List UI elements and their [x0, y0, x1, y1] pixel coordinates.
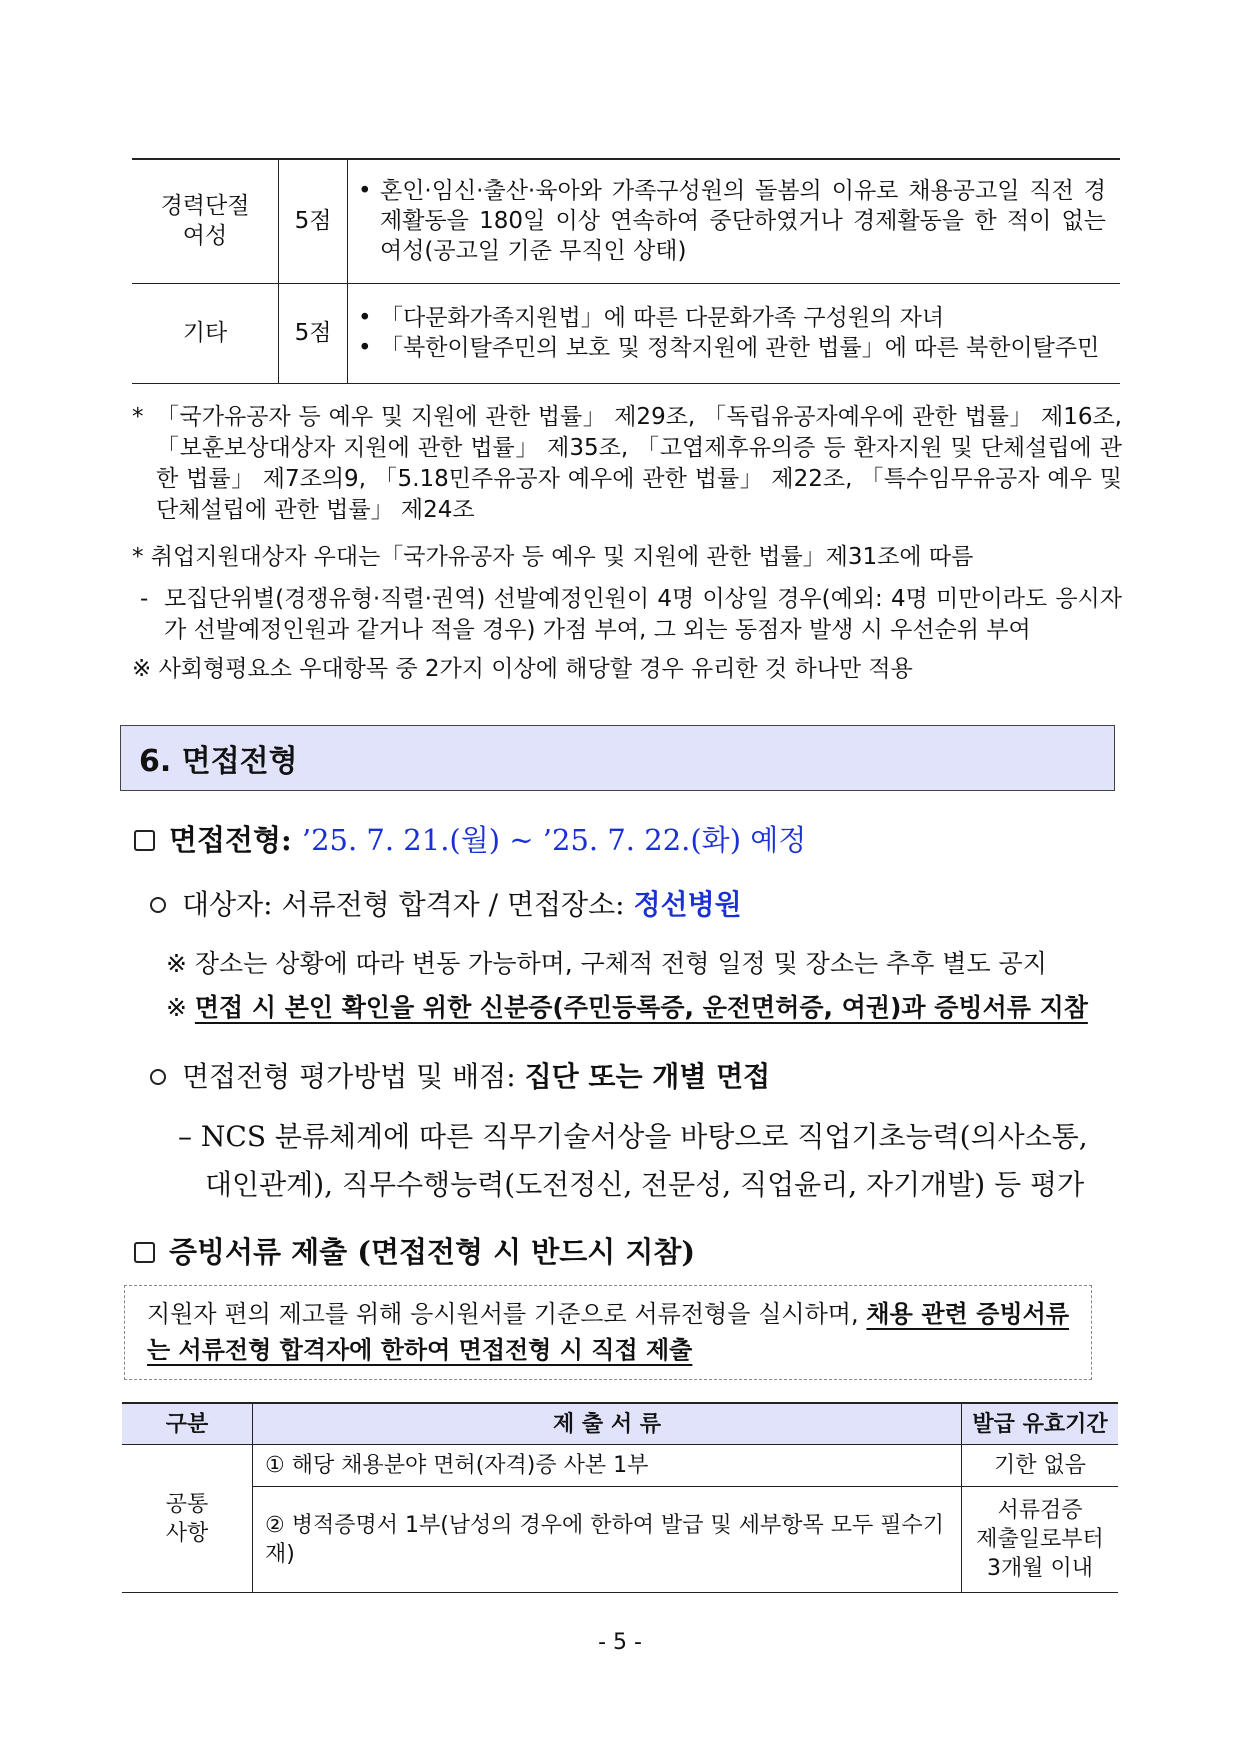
page-number: - 5 -: [598, 1630, 642, 1655]
checkbox-square-icon: [134, 830, 155, 851]
category-cell: 기타: [132, 283, 279, 383]
list-item: • 「북한이탈주민의 보호 및 정착지원에 관한 법률」에 따른 북한이탈주민: [358, 335, 1100, 361]
interview-venue: 정선병원: [633, 888, 742, 921]
documents-table: [122, 1402, 1118, 1593]
interview-schedule: 면접전형: ’25. 7. 21.(월) ~ ’25. 7. 22.(화) 예정: [134, 818, 806, 859]
table-row: [132, 159, 1120, 283]
law-reference-note: * 「국가유공자 등 예우 및 지원에 관한 법률」 제29조, 「독립유공자예우에 관한 법률」 제16조, 「보훈보상대상자 지원에 관한 법률」 제35조, 「고엽제후유의증 등 환자지원 및 단체설립에 관한 법률」 제7조의9, 「5.18민주유공자 예우에 관한 법률」 제22조, 「특수임무유공자 예우 및 단체설립에 관한 법률」 제24조: [132, 404, 1122, 523]
document-cell: ② 병적증명서 1부(남성의 경우에 한하여 발급 및 세부항목 모두 필수기재): [253, 1487, 962, 1593]
table-header-row: [122, 1403, 1118, 1445]
table-row: [132, 283, 1120, 383]
employment-support-note: * 취업지원대상자 우대는「국가유공자 등 예우 및 지원에 관한 법률」제31조에 따름: [132, 544, 974, 570]
social-equity-note: ※ 사회형평요소 우대항목 중 2가지 이상에 해당할 경우 유리한 것 하나만 적용: [132, 656, 913, 682]
category-cell: 경력단절 여성: [132, 159, 279, 283]
bonus-condition-note: - 모집단위별(경쟁유형·직렬·권역) 선발예정인원이 4명 이상일 경우(예외: 4명 미만이라도 응시자가 선발예정인원과 같거나 적을 경우) 가점 부여, 그 외는 동점자 발생 시 우선순위 부여: [140, 586, 1122, 643]
column-header: 구분: [122, 1403, 253, 1445]
group-cell: 공통 사항: [122, 1445, 253, 1593]
id-required-note: ※ 면접 시 본인 확인을 위한 신분증(주민등록증, 운전면허증, 여권)과 증빙서류 지참: [166, 993, 1088, 1022]
document-cell: ① 해당 채용분야 면허(자격)증 사본 1부: [253, 1445, 962, 1487]
validity-cell: 서류검증 제출일로부터 3개월 이내: [962, 1487, 1119, 1593]
table-row: [122, 1487, 1118, 1593]
documents-heading: 증빙서류 제출 (면접전형 시 반드시 지참): [134, 1230, 695, 1271]
documents-notice-box: 지원자 편의 제고를 위해 응시원서를 기준으로 서류전형을 실시하며, 채용 관련 증빙서류는 서류전형 합격자에 한하여 면접전형 시 직접 제출: [124, 1285, 1092, 1380]
table-row: [122, 1445, 1118, 1487]
points-cell: 5점: [279, 283, 348, 383]
section-heading: [120, 725, 1115, 791]
description-cell: [348, 159, 1121, 283]
bonus-points-table: [132, 158, 1120, 384]
list-item: • 혼인·임신·출산·육아와 가족구성원의 돌봄의 이유로 채용공고일 직전 경제활동을 180일 이상 연속하여 중단하였거나 경제활동을 한 적이 없는 여성(공고일 기준 무직인 상태): [358, 178, 1106, 265]
validity-cell: 기한 없음: [962, 1445, 1119, 1487]
venue-change-note: ※ 장소는 상황에 따라 변동 가능하며, 구체적 전형 일정 및 장소는 추후 별도 공지: [166, 949, 1047, 978]
ncs-description-line2: 대인관계), 직무수행능력(도전정신, 전문성, 직업윤리, 자기개발) 등 평가: [205, 1168, 1085, 1201]
circle-bullet-icon: [150, 897, 166, 913]
column-header: 발급 유효기간: [962, 1403, 1119, 1445]
section-title: 6. 면접전형: [139, 744, 298, 779]
ncs-description-line1: – NCS 분류체계에 따른 직무기술서상을 바탕으로 직업기초능력(의사소통,: [178, 1120, 1088, 1153]
column-header: 제 출 서 류: [253, 1403, 962, 1445]
interview-target: 대상자: 서류전형 합격자 / 면접장소: 정선병원: [150, 883, 742, 923]
circle-bullet-icon: [150, 1069, 166, 1085]
interview-method: 면접전형 평가방법 및 배점: 집단 또는 개별 면접: [150, 1055, 770, 1095]
points-cell: 5점: [279, 159, 348, 283]
list-item: • 「다문화가족지원법」에 따른 다문화가족 구성원의 자녀: [358, 305, 945, 331]
description-cell: [348, 283, 1121, 383]
checkbox-square-icon: [134, 1242, 155, 1263]
interview-dates: ’25. 7. 21.(월) ~ ’25. 7. 22.(화) 예정: [301, 823, 807, 857]
